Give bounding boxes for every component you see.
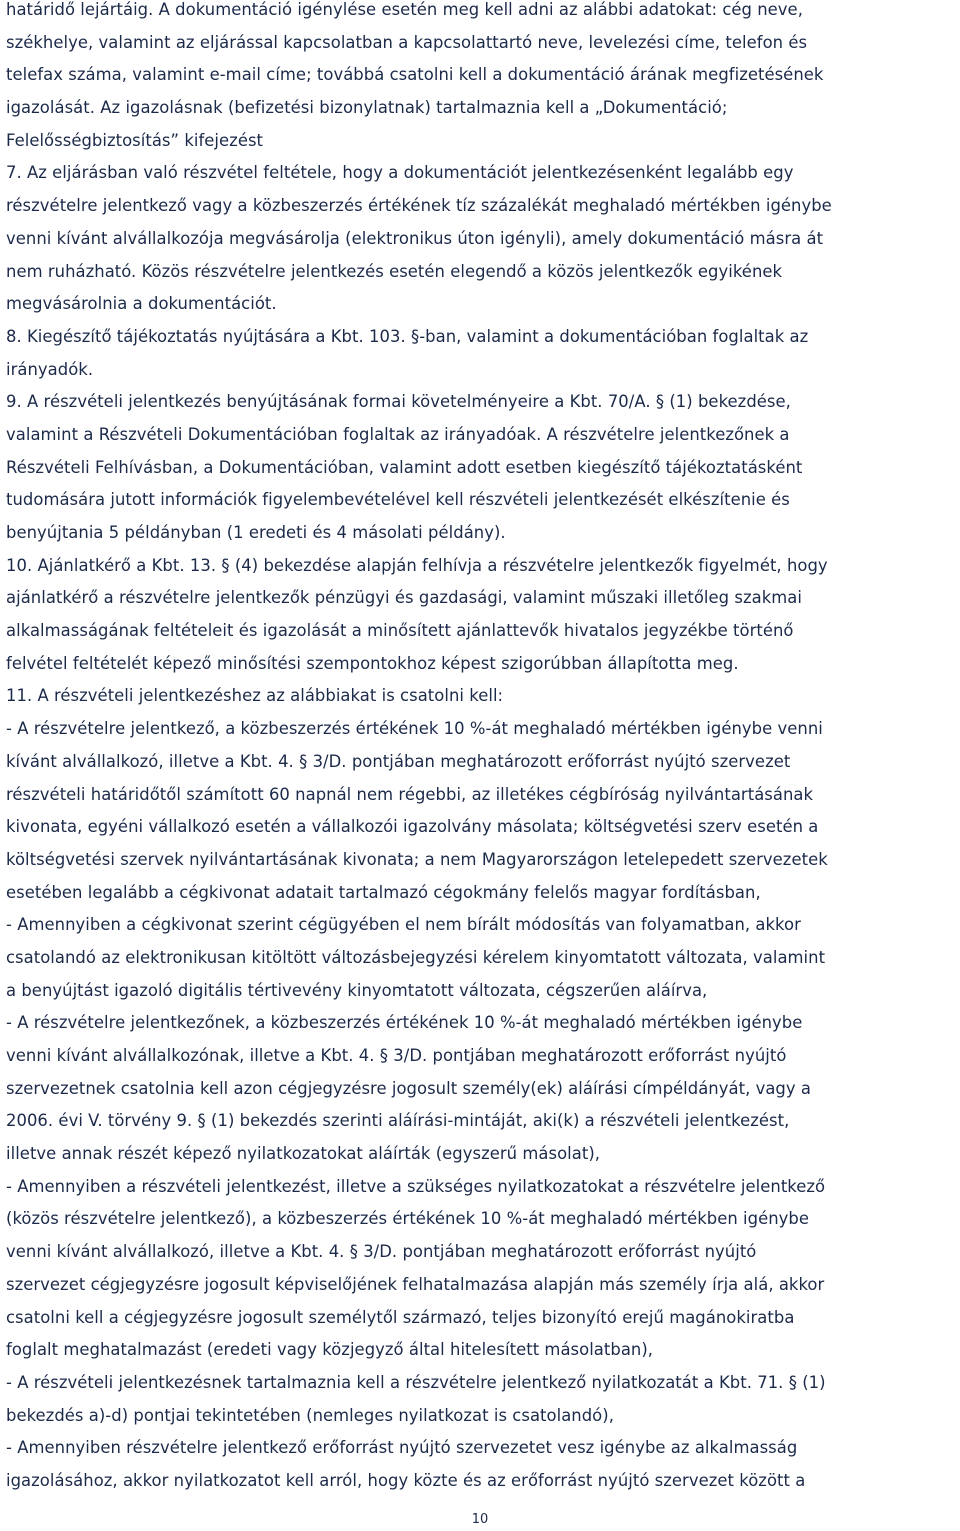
text-line: Felelősségbiztosítás” kifejezést: [6, 130, 264, 150]
text-line: 11. A részvételi jelentkezéshez az alábbiakat is csatolni kell:: [6, 686, 504, 706]
text-line: székhelye, valamint az eljárással kapcsolatban a kapcsolattartó neve, levelezési címe, telefon és: [6, 32, 808, 52]
text-line: kívánt alvállalkozó, illetve a Kbt. 4. § 3/D. pontjában meghatározott erőforrást nyújtó szervezet: [6, 751, 791, 771]
text-line: 10. Ajánlatkérő a Kbt. 13. § (4) bekezdése alapján felhívja a részvételre jelentkezők figyelmét, hogy: [6, 555, 828, 575]
text-line: nem ruházható. Közös részvételre jelentkezés esetén elegendő a közös jelentkezők egyikének: [6, 261, 783, 281]
text-line: valamint a Részvételi Dokumentációban foglaltak az irányadóak. A részvételre jelentkezőnek a: [6, 424, 790, 444]
text-line: irányadók.: [6, 359, 94, 379]
text-line: venni kívánt alvállalkozónak, illetve a Kbt. 4. § 3/D. pontjában meghatározott erőforrást nyújtó: [6, 1046, 787, 1065]
text-line: megvásárolnia a dokumentációt.: [6, 294, 277, 314]
page-number: 10: [471, 1512, 489, 1527]
text-line: foglalt meghatalmazást (eredeti vagy közjegyző által hitelesített másolatban),: [6, 1340, 654, 1360]
text-line: igazolását. Az igazolásnak (befizetési bizonylatnak) tartalmaznia kell a „Dokumentáció;: [6, 98, 728, 118]
text-line: kivonata, egyéni vállalkozó esetén a vállalkozói igazolvány másolata; költségvetési szerv esetén a: [6, 817, 819, 837]
text-line: szervezet cégjegyzésre jogosult képviselőjének felhatalmazása alapján más személy írja alá, akkor: [6, 1274, 825, 1294]
text-line: tudomására jutott információk figyelembevételével kell részvételi jelentkezését elkészítenie és: [6, 490, 790, 510]
text-line: illetve annak részét képező nyilatkozatokat aláírták (egyszerű másolat),: [6, 1144, 601, 1164]
text-line: alkalmasságának feltételeit és igazolását a minősített ajánlattevők hivatalos jegyzékbe történő: [6, 621, 794, 641]
text-line: a benyújtást igazoló digitális tértivevény kinyomtatott változata, cégszerűen aláírva,: [6, 980, 708, 1000]
text-line: - Amennyiben részvételre jelentkező erőforrást nyújtó szervezetet vesz igénybe az alkalmasság: [6, 1438, 798, 1458]
text-line: Részvételi Felhívásban, a Dokumentációban, valamint adott esetben kiegészítő tájékoztatásként: [6, 457, 803, 477]
text-line: költségvetési szervek nyilvántartásának kivonata; a nem Magyarországon letelepedett szervezetek: [6, 849, 828, 869]
text-line: - A részvételre jelentkezőnek, a közbeszerzés értékének 10 %-át meghaladó mértékben igénybe: [6, 1013, 803, 1033]
text-line: 8. Kiegészítő tájékoztatás nyújtására a Kbt. 103. §-ban, valamint a dokumentációban foglaltak az: [6, 326, 809, 346]
text-line: felvétel feltételét képező minősítési szempontokhoz képest szigorúbban állapította meg.: [6, 653, 739, 673]
text-line: telefax száma, valamint e-mail címe; továbbá csatolni kell a dokumentáció árának megfizetésének: [6, 65, 824, 85]
text-line: venni kívánt alvállalkozója megvásárolja (elektronikus úton igényli), amely dokumentáció másra át: [6, 228, 824, 248]
text-line: bekezdés a)-d) pontjai tekintetében (nemleges nyilatkozat is csatolandó),: [6, 1405, 614, 1425]
text-line: - A részvételi jelentkezésnek tartalmaznia kell a részvételre jelentkező nyilatkozatát a Kbt. 71. § (1): [6, 1372, 826, 1392]
text-line: - Amennyiben a részvételi jelentkezést, illetve a szükséges nyilatkozatokat a részvételre jelentkező: [6, 1176, 826, 1196]
text-line: csatolni kell a cégjegyzésre jogosult személytől származó, teljes bizonyító erejű magánokiratba: [6, 1307, 795, 1327]
text-line: igazolásához, akkor nyilatkozatot kell arról, hogy közte és az erőforrást nyújtó szervezet között a: [6, 1470, 806, 1490]
text-line: (közös részvételre jelentkező), a közbeszerzés értékének 10 %-át meghaladó mértékben igénybe: [6, 1209, 810, 1229]
text-line: - Amennyiben a cégkivonat szerint cégügyében el nem bírált módosítás van folyamatban, akkor: [6, 915, 801, 935]
text-line: határidő lejártáig. A dokumentáció igénylése esetén meg kell adni az alábbi adatokat: cég neve,: [6, 0, 803, 19]
text-line: részvételre jelentkező vagy a közbeszerzés értékének tíz százalékát meghaladó mértékben igénybe: [6, 196, 832, 216]
text-line: 9. A részvételi jelentkezés benyújtásának formai követelményeire a Kbt. 70/A. § (1) bekezdése,: [6, 392, 791, 412]
text-line: esetében legalább a cégkivonat adatait tartalmazó cégokmány felelős magyar fordításban,: [6, 882, 761, 902]
text-line: - A részvételre jelentkező, a közbeszerzés értékének 10 %-át meghaladó mértékben igénybe venni: [6, 719, 823, 739]
text-line: benyújtania 5 példányban (1 eredeti és 4 másolati példány).: [6, 523, 506, 542]
text-line: 2006. évi V. törvény 9. § (1) bekezdés szerinti aláírási-mintáját, aki(k) a részvételi jelentkezést,: [6, 1111, 790, 1131]
text-line: csatolandó az elektronikusan kitöltött változásbejegyzési kérelem kinyomtatott változata, valamint: [6, 947, 826, 967]
document-body: [6, 0, 954, 1498]
text-line: részvételi határidőtől számított 60 napnál nem régebbi, az illetékes cégbíróság nyilvántartásának: [6, 784, 814, 804]
text-line: venni kívánt alvállalkozó, illetve a Kbt. 4. § 3/D. pontjában meghatározott erőforrást nyújtó: [6, 1242, 757, 1262]
text-line: ajánlatkérő a részvételre jelentkezők pénzügyi és gazdasági, valamint műszaki illetőleg szakmai: [6, 588, 802, 608]
text-line: szervezetnek csatolnia kell azon cégjegyzésre jogosult személy(ek) aláírási címpéldányát, vagy a: [6, 1078, 811, 1098]
text-line: 7. Az eljárásban való részvétel feltétele, hogy a dokumentációt jelentkezésenként legalább egy: [6, 163, 794, 183]
